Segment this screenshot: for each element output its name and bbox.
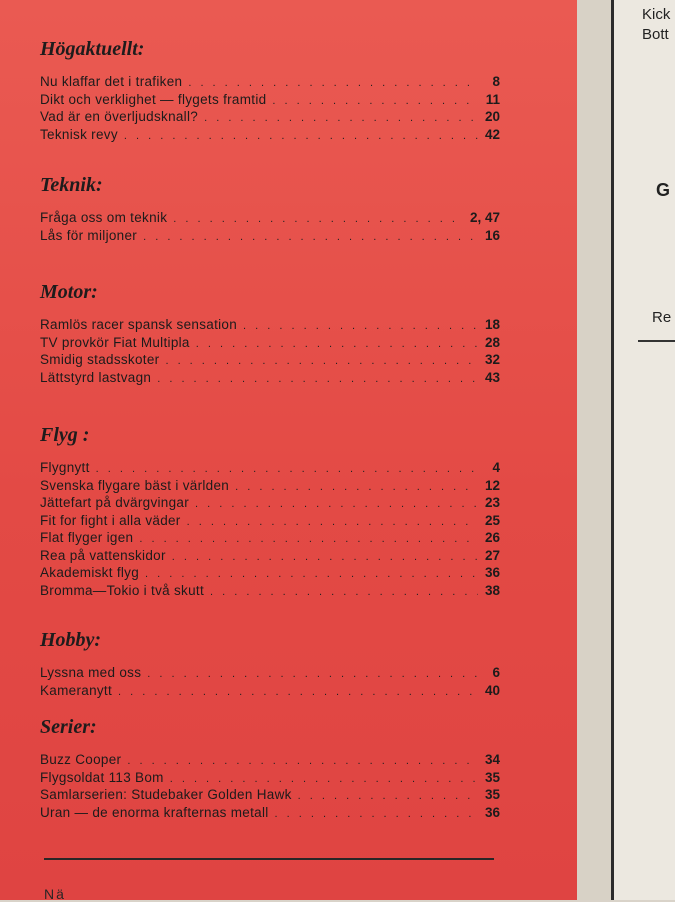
entry-page: 8 [492, 74, 500, 89]
entry-title: Flat flyger igen [40, 530, 134, 545]
entry-page: 38 [484, 582, 500, 598]
toc-entry[interactable] [40, 209, 500, 227]
entry-title: Fråga oss om teknik [40, 210, 168, 225]
section-motor [40, 281, 500, 386]
toc-entry[interactable] [40, 751, 500, 769]
entry-title: Lås för miljoner [40, 227, 138, 243]
entry-title: Samlarserien: Studebaker Golden Hawk [40, 787, 292, 802]
entry-page: 32 [484, 352, 500, 367]
entry-page: 35 [484, 769, 500, 785]
page-gutter [577, 0, 613, 900]
toc-entry[interactable] [40, 108, 500, 126]
leader-dots [172, 549, 478, 567]
entry-title: TV provkör Fiat Multipla [40, 334, 190, 350]
leader-dots [157, 371, 478, 389]
entry-title: Flygnytt [40, 460, 90, 475]
toc-entry[interactable] [40, 459, 500, 477]
adjacent-text-2: Bott [642, 26, 669, 43]
leader-dots [210, 584, 478, 602]
entry-title: Buzz Cooper [40, 752, 122, 767]
leader-dots [243, 318, 478, 336]
leader-dots [275, 806, 478, 824]
adjacent-page [614, 0, 675, 900]
toc-entry[interactable] [40, 494, 500, 512]
entry-title: Bromma—Tokio i två skutt [40, 582, 204, 598]
section-serier [40, 716, 500, 821]
toc-entry[interactable] [40, 786, 500, 804]
toc-entry[interactable] [40, 227, 500, 245]
entry-page: 35 [484, 787, 500, 802]
entry-page: 6 [492, 665, 500, 680]
entry-title: Uran — de enorma krafternas metall [40, 804, 269, 820]
leader-dots [272, 93, 478, 111]
adjacent-rule [638, 340, 675, 342]
section-hobby [40, 629, 500, 699]
entry-title: Jättefart på dvärgvingar [40, 495, 190, 510]
leader-dots [118, 684, 478, 702]
entry-page: 43 [484, 369, 500, 385]
entry-title: Flygsoldat 113 Bom [40, 769, 164, 785]
leader-dots [196, 336, 478, 354]
leader-dots [139, 531, 478, 549]
entry-page: 16 [484, 227, 500, 243]
section-title: Serier: [40, 716, 97, 738]
adjacent-text-1: Kick [642, 6, 671, 23]
adjacent-heading-letter: G [656, 180, 671, 200]
section-title: Flyg : [40, 424, 90, 446]
toc-entry[interactable] [40, 512, 500, 530]
toc-entry[interactable] [40, 369, 500, 387]
leader-dots [235, 479, 478, 497]
section-title: Teknik: [40, 174, 103, 196]
toc-entry[interactable] [40, 351, 500, 369]
entry-title: Nu klaffar det i trafiken [40, 74, 183, 89]
leader-dots [173, 211, 464, 229]
leader-dots [147, 666, 478, 684]
entry-title: Dikt och verklighet — flygets framtid [40, 91, 267, 107]
cut-off-text: Nä [44, 886, 66, 902]
entry-title: Teknisk revy [40, 126, 118, 142]
toc-entry[interactable] [40, 91, 500, 109]
entry-title: Lättstyrd lastvagn [40, 369, 152, 385]
toc-entry[interactable] [40, 334, 500, 352]
entry-page: 4 [492, 460, 500, 475]
entry-title: Lyssna med oss [40, 665, 142, 680]
entry-page: 11 [485, 91, 500, 107]
entry-page: 23 [484, 495, 500, 510]
toc-entry[interactable] [40, 582, 500, 600]
leader-dots [195, 496, 478, 514]
entry-page: 25 [484, 512, 500, 528]
toc-entry[interactable] [40, 316, 500, 334]
entry-page: 27 [484, 547, 500, 563]
leader-dots [124, 128, 478, 146]
entry-title: Rea på vattenskidor [40, 547, 166, 563]
section-hogaktuellt [40, 38, 500, 143]
bottom-rule [44, 858, 494, 860]
leader-dots [165, 353, 478, 371]
toc-entry[interactable] [40, 804, 500, 822]
entry-page: 12 [484, 477, 500, 493]
leader-dots [187, 514, 478, 532]
entry-page: 18 [484, 317, 500, 332]
toc-entry[interactable] [40, 529, 500, 547]
section-flyg [40, 424, 500, 599]
adjacent-text-3: Re [652, 309, 672, 326]
toc-entry[interactable] [40, 73, 500, 91]
entry-title: Vad är en överljudsknall? [40, 109, 199, 124]
entry-page: 34 [484, 752, 500, 767]
section-title: Hobby: [40, 629, 102, 651]
toc-entry[interactable] [40, 477, 500, 495]
toc-entry[interactable] [40, 769, 500, 787]
entry-title: Kameranytt [40, 682, 113, 698]
toc-entry[interactable] [40, 664, 500, 682]
leader-dots [143, 229, 478, 247]
section-teknik [40, 174, 500, 244]
entry-page: 26 [484, 530, 500, 545]
entry-page: 20 [484, 109, 500, 124]
toc-entry[interactable] [40, 564, 500, 582]
entry-page: 36 [484, 565, 500, 580]
entry-page: 2, 47 [469, 210, 500, 225]
leader-dots [298, 788, 478, 806]
entry-title: Svenska flygare bäst i världen [40, 477, 230, 493]
toc-entry[interactable] [40, 547, 500, 565]
section-title: Motor: [40, 281, 98, 303]
entry-page: 42 [484, 126, 500, 142]
entry-title: Fit for fight i alla väder [40, 512, 181, 528]
entry-page: 36 [484, 804, 500, 820]
entry-page: 28 [484, 334, 500, 350]
entry-page: 40 [484, 682, 500, 698]
entry-title: Akademiskt flyg [40, 565, 140, 580]
section-title: Högaktuellt: [40, 38, 145, 60]
toc-entry[interactable] [40, 126, 500, 144]
toc-entry[interactable] [40, 682, 500, 700]
leader-dots [204, 110, 478, 128]
leader-dots [127, 753, 478, 771]
entry-title: Ramlös racer spansk sensation [40, 317, 238, 332]
entry-title: Smidig stadsskoter [40, 352, 160, 367]
